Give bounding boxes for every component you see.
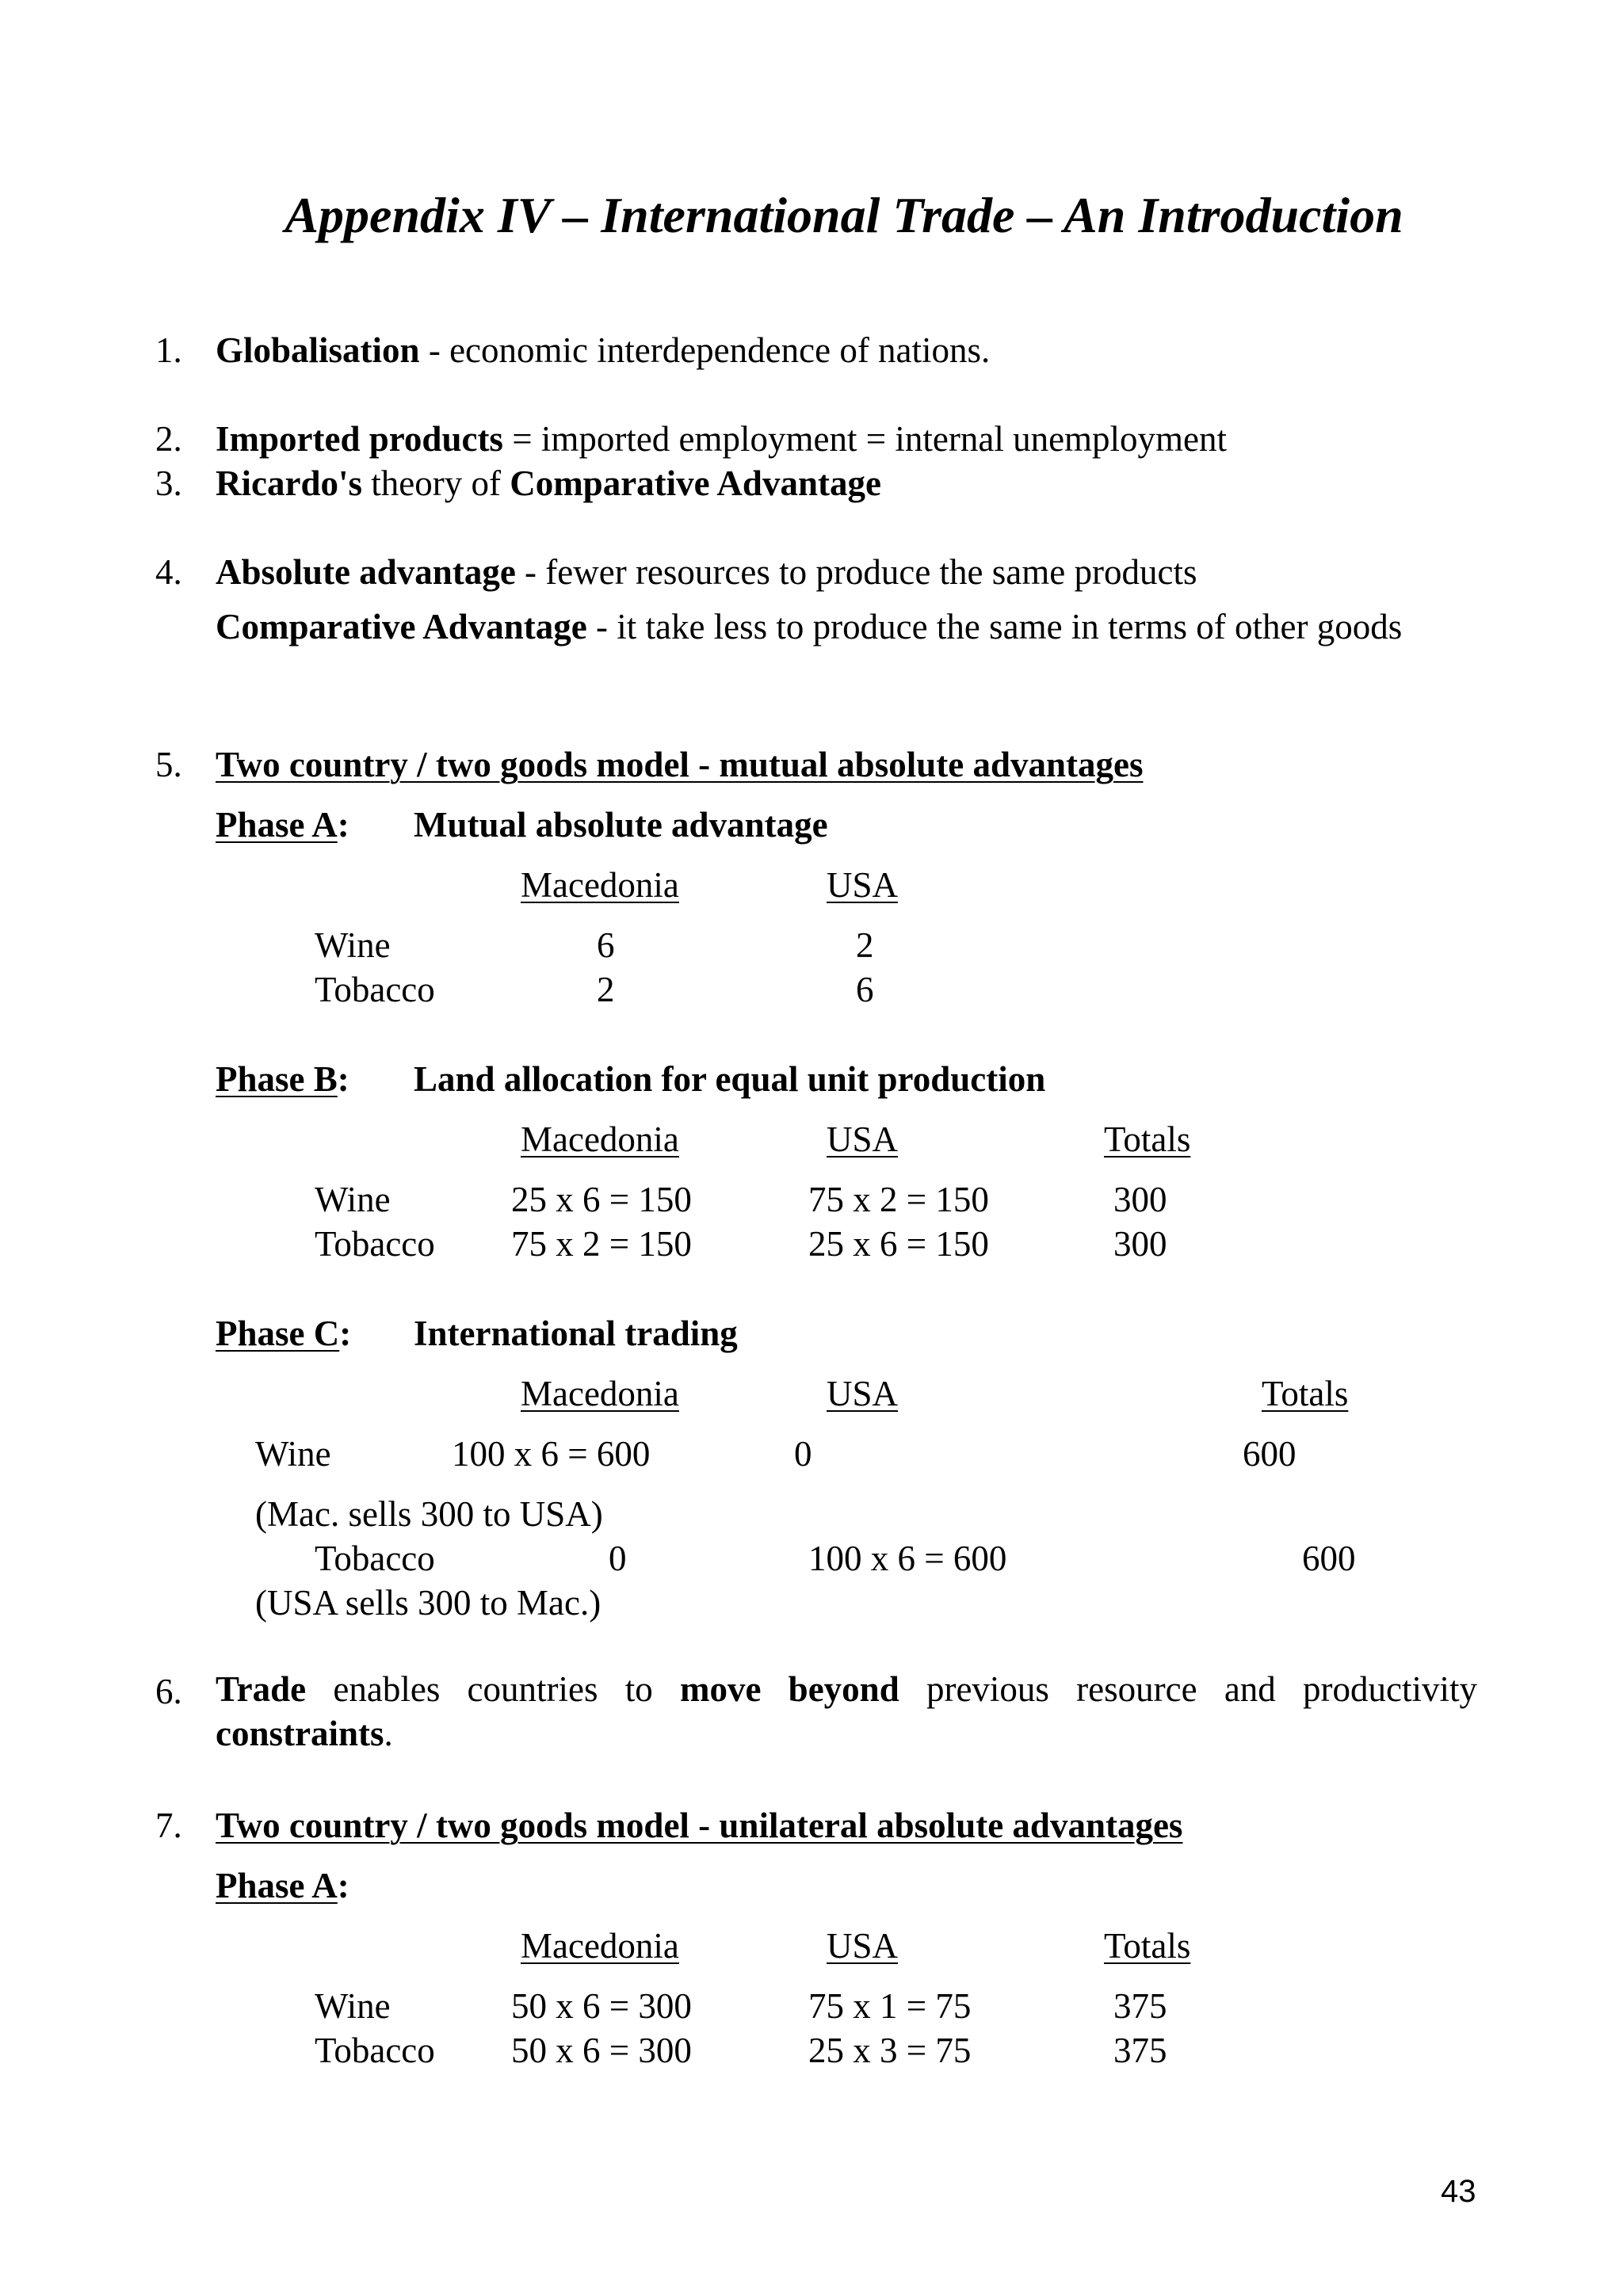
item-4-number: 4. xyxy=(155,552,182,592)
phase-b-row-wine-mac: 25 x 6 = 150 xyxy=(511,1180,692,1219)
phase-a2-row-tobacco-mac: 50 x 6 = 300 xyxy=(511,2031,692,2070)
phase-a2-row-wine-mac: 50 x 6 = 300 xyxy=(511,1986,692,2026)
item-5-heading: Two country / two goods model - mutual absolute advantages xyxy=(216,745,1144,784)
item-6-paragraph xyxy=(216,1667,1477,1756)
item-2-term: Imported products xyxy=(216,419,503,459)
phase-a2-header-usa: USA xyxy=(827,1926,899,1966)
phase-c-row-tobacco-usa: 100 x 6 = 600 xyxy=(808,1539,1007,1578)
phase-c-row-wine-total: 600 xyxy=(1243,1434,1296,1474)
phase-c-row-wine-note: (Mac. sells 300 to USA) xyxy=(255,1494,603,1534)
phase-a1-header-usa: USA xyxy=(827,865,899,905)
item-1-number: 1. xyxy=(155,330,182,370)
item-2-number: 2. xyxy=(155,419,182,459)
item-6-move-beyond: move beyond xyxy=(679,1669,899,1709)
phase-b-header-usa: USA xyxy=(827,1119,899,1159)
phase-a1-row-tobacco-name: Tobacco xyxy=(315,970,435,1009)
phase-b-row-tobacco-name: Tobacco xyxy=(315,1224,435,1264)
phase-a2-colon: : xyxy=(337,1866,349,1905)
phase-c-label: Phase C xyxy=(216,1314,340,1353)
item-4-term2: Comparative Advantage xyxy=(216,607,587,646)
item-4-comparative-paragraph xyxy=(216,605,1477,649)
phase-a2-row-tobacco-usa: 25 x 3 = 75 xyxy=(808,2031,972,2070)
phase-a1-header-macedonia: Macedonia xyxy=(521,865,679,905)
phase-a1-row-wine-mac: 6 xyxy=(597,925,615,965)
phase-a1-row-tobacco-usa: 6 xyxy=(856,970,874,1009)
phase-b-row-wine-usa: 75 x 2 = 150 xyxy=(808,1180,989,1219)
phase-c-title: International trading xyxy=(414,1314,738,1353)
phase-b-row-wine-name: Wine xyxy=(315,1180,391,1219)
item-4 xyxy=(216,552,1197,592)
phase-a1-row-tobacco-mac: 2 xyxy=(597,970,615,1009)
phase-a2-row-wine-usa: 75 x 1 = 75 xyxy=(808,1986,972,2026)
phase-a2-label-group xyxy=(216,1868,349,1904)
phase-c-row-wine-usa: 0 xyxy=(794,1434,812,1474)
phase-c-header-usa: USA xyxy=(827,1374,899,1413)
item-2-text: = imported employment = internal unemployment xyxy=(502,419,1228,459)
phase-c-row-tobacco-mac: 0 xyxy=(609,1539,627,1578)
item-3 xyxy=(216,463,881,503)
phase-b-header-totals: Totals xyxy=(1104,1119,1191,1159)
page-number: 43 xyxy=(1441,2174,1476,2209)
phase-c-row-tobacco-note: (USA sells 300 to Mac.) xyxy=(255,1583,601,1623)
item-4-text2: - it take less to produce the same in terms of other goods xyxy=(586,607,1403,646)
phase-a1-row-wine-name: Wine xyxy=(315,925,391,965)
item-6-constraints: constraints xyxy=(216,1714,384,1753)
phase-b-row-tobacco-mac: 75 x 2 = 150 xyxy=(511,1224,692,1264)
phase-a2-label: Phase A xyxy=(216,1866,338,1905)
phase-b-header-macedonia: Macedonia xyxy=(521,1119,679,1159)
phase-c-row-tobacco-name: Tobacco xyxy=(315,1539,435,1578)
item-6-trade: Trade xyxy=(216,1669,307,1709)
phase-c-label-group xyxy=(216,1316,351,1352)
phase-b-label: Phase B xyxy=(216,1059,338,1099)
item-6-number: 6. xyxy=(155,1672,182,1711)
item-2 xyxy=(216,421,1227,457)
item-3-term2: Comparative Advantage xyxy=(510,463,881,503)
item-7-heading: Two country / two goods model - unilateral absolute advantages xyxy=(216,1806,1183,1845)
phase-a1-title: Mutual absolute advantage xyxy=(414,805,828,845)
item-6-period: . xyxy=(384,1714,393,1753)
phase-a2-row-tobacco-total: 375 xyxy=(1113,2031,1167,2070)
item-3-mid: theory of xyxy=(362,463,510,503)
item-1 xyxy=(216,330,991,370)
phase-b-row-wine-total: 300 xyxy=(1113,1180,1167,1219)
phase-a2-row-tobacco-name: Tobacco xyxy=(315,2031,435,2070)
phase-a2-row-wine-total: 375 xyxy=(1113,1986,1167,2026)
phase-c-row-wine-mac: 100 x 6 = 600 xyxy=(452,1434,651,1474)
phase-a2-header-macedonia: Macedonia xyxy=(521,1926,679,1966)
phase-c-header-totals: Totals xyxy=(1262,1374,1349,1413)
item-3-number: 3. xyxy=(155,463,182,503)
item-3-term: Ricardo's xyxy=(216,463,362,503)
item-4-text: - fewer resources to produce the same products xyxy=(515,552,1197,592)
phase-c-colon: : xyxy=(339,1314,352,1353)
phase-b-title: Land allocation for equal unit production xyxy=(414,1059,1046,1099)
phase-c-row-tobacco-total: 600 xyxy=(1302,1539,1356,1578)
item-1-text: - economic interdependence of nations. xyxy=(419,330,991,370)
phase-a2-header-totals: Totals xyxy=(1104,1926,1191,1966)
phase-c-header-macedonia: Macedonia xyxy=(521,1374,679,1413)
phase-a1-row-wine-usa: 2 xyxy=(856,925,874,965)
phase-b-row-tobacco-usa: 25 x 6 = 150 xyxy=(808,1224,989,1264)
item-7-number: 7. xyxy=(155,1806,182,1845)
item-5-number: 5. xyxy=(155,745,182,784)
phase-a1-label: Phase A xyxy=(216,805,338,845)
phase-a1-colon: : xyxy=(337,805,349,845)
item-6-text-b: previous resource and productivity xyxy=(899,1669,1477,1709)
phase-b-row-tobacco-total: 300 xyxy=(1113,1224,1167,1264)
phase-b-label-group xyxy=(216,1059,349,1099)
page-title: Appendix IV – International Trade – An Introduction xyxy=(285,187,1403,243)
phase-c-row-wine-name: Wine xyxy=(255,1434,331,1474)
phase-a1-label-group xyxy=(216,807,349,843)
item-6-text-a: enables countries to xyxy=(306,1669,680,1709)
phase-a2-row-wine-name: Wine xyxy=(315,1986,391,2026)
item-4-term: Absolute advantage xyxy=(216,552,516,592)
item-1-term: Globalisation xyxy=(216,330,420,370)
phase-b-colon: : xyxy=(337,1059,349,1099)
